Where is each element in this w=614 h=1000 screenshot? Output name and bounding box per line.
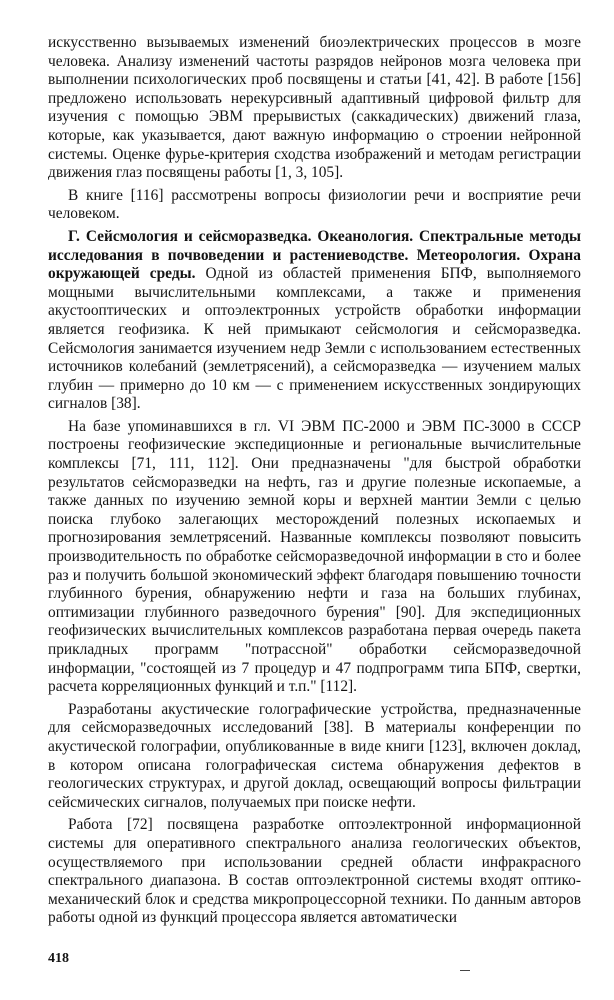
section-text: Одной из областей применения БПФ, выполняемого мощными вычислительными комплексами, а также и применения акустооптических и оптоэлектронных устройств обработки информации является геофизика. К ней примыкают сейсмология и сейсморазведка. Сейсмология занимается изучением недр Земли с использованием естественных источников колебаний (землетрясений), а сейсморазведка — изучением малых глубин — примерно до 10 км — с применением искусственных зондирующих сигналов [38].: [48, 265, 581, 413]
paragraph-3: [48, 228, 581, 414]
page-number: 418: [48, 951, 69, 966]
paragraph-5: Разработаны акустические голографические устройства, предназначенные для сейсморазведочных исследований [38]. В материалы конференции по акустической голографии, опубликованные в виде книги [123], включен доклад, в котором описана голографическая система обнаружения дефектов в геологических структурах, и другой доклад, освещающий вопросы фильтрации сейсмических сигналов, получаемых при поиске нефти.: [48, 700, 581, 811]
scan-mark: [460, 970, 470, 971]
paragraph-1: искусственно вызываемых изменений биоэлектрических процессов в мозге человека. Анализу изменений частоты разрядов нейронов мозга человека при выполнении психологических проб посвящены и статьи [41, 42]. В работе [156] предложено использовать нерекурсивный адаптивный цифровой фильтр для изучения с помощью ЭВМ прерывистых (саккадических) движений глаза, которые, как указывается, дают важную информацию о строении нейронной системы. Оценке фурье-критерия сходства изображений и методам регистрации движения глаз посвящены работы [1, 3, 105].: [48, 34, 581, 182]
paragraph-6: Работа [72] посвящена разработке оптоэлектронной информационной системы для оперативного спектрального анализа геологических объектов, осуществляемого при использовании средней области инфракрасного спектрального диапазона. В состав оптоэлектронной системы входят оптико-механический блок и средства микропроцессорной техники. По данным авторов работы одной из функций процессора является автоматически: [48, 816, 581, 927]
paragraph-2: В книге [116] рассмотрены вопросы физиологии речи и восприятие речи человеком.: [48, 186, 581, 223]
section-heading: Г. Сейсмология и сейсморазведка. Океанология. Спектральные методы исследования в почвоведении и растениеводстве. Метеорология. Охрана окружающей среды.: [48, 227, 581, 283]
paragraph-4: На базе упоминавшихся в гл. VI ЭВМ ПС-2000 и ЭВМ ПС-3000 в СССР построены геофизические экспедиционные и региональные вычислительные комплексы [71, 111, 112]. Они предназначены "для быстрой обработки результатов сейсморазведки на нефть, газ и другие полезные ископаемые, а также данных по изучению земной коры и верхней мантии Земли с целью поиска глубоко залегающих месторождений полезных ископаемых и прогнозирования землетрясений. Названные комплексы позволяют повысить производительность по обработке сейсморазведочной информации в сто и более раз и получить большой экономический эффект благодаря повышению точности глубинного бурения, обнаружению нефти и газа на больших глубинах, оптимизации глубинного разведочного бурения" [90]. Для экспедиционных геофизических вычислительных комплексов разработана первая очередь пакета прикладных программ "потрассной" обработки сейсморазведочной информации, "состоящей из 7 процедур и 47 подпрограмм типа БПФ, свертки, расчета корреляционных функций и т.п." [112].: [48, 417, 581, 696]
page-body: [48, 34, 581, 932]
